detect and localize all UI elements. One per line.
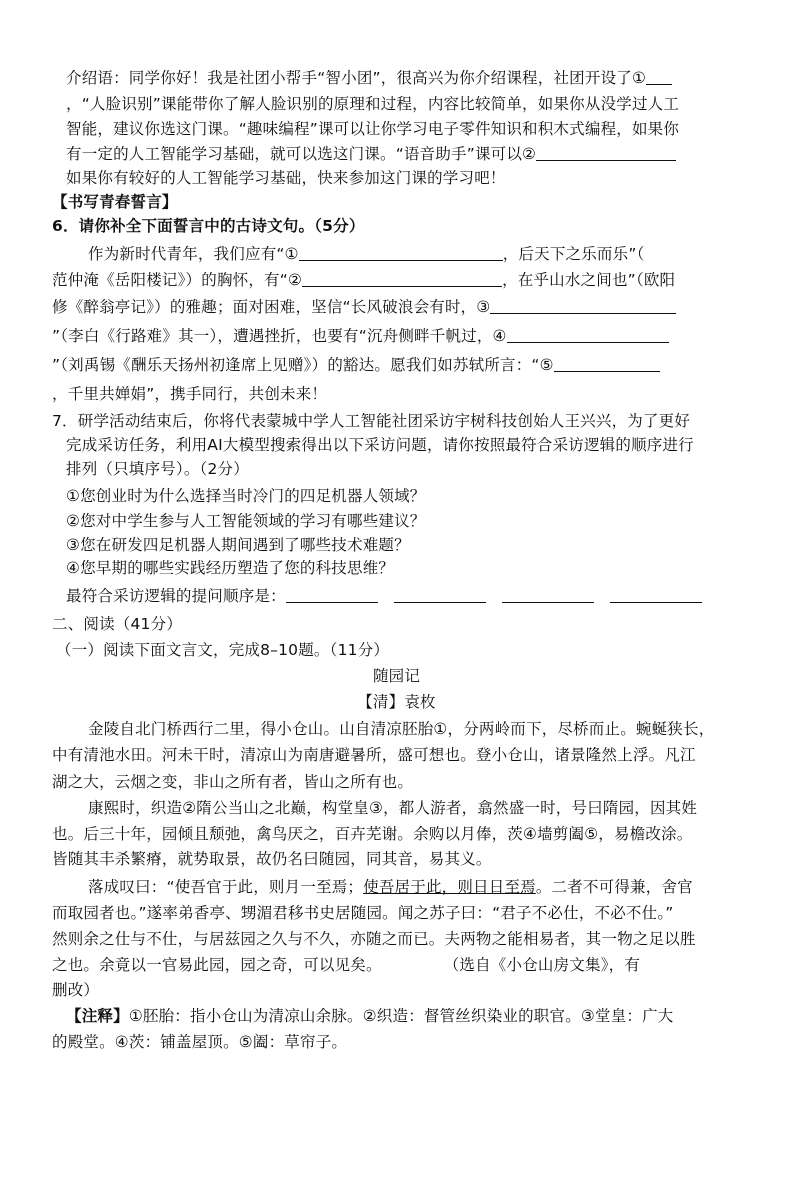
q6-blank-3[interactable] — [490, 297, 676, 314]
q6-blank-1[interactable] — [299, 244, 503, 261]
q6-line-5: ”（刘禹锡《酬乐天扬州初逢席上见赠》）的豁达。愿我们如苏轼所言：“⑤ — [52, 355, 660, 375]
q6-stem: 6．请你补全下面誓言中的古诗文句。（5分） — [52, 217, 365, 235]
underlined-sentence: 使吾居于此，则日日至焉 — [363, 878, 536, 896]
q7-option-4: ④您早期的哪些实践经历塑造了您的科技思维？ — [66, 559, 395, 577]
essay-p3-line: 然则余之仕与不仕，与居兹园之久与不久，亦随之而已。夫两物之能相易者，其一物之足以胜 — [52, 930, 696, 948]
q7-line-3: 排列（只填序号）。（2分） — [66, 460, 249, 478]
q7-line-2: 完成采访任务，利用AI大模型搜索得出以下采访问题，请你按照最符合采访逻辑的顺序进行 — [66, 436, 694, 454]
q7-answer-line: 最符合采访逻辑的提问顺序是： — [66, 586, 702, 606]
notes-line-1: 【注释】①胚胎：指小仓山为清凉山余脉。②织造：督管丝织染业的职官。③堂皇：广大 — [66, 1007, 674, 1025]
essay-p1-line: 金陵自北门桥西行二里，得小仓山。山自清凉胚胎①，分两岭而下，尽桥而止。蜿蜒狭长， — [88, 720, 715, 738]
essay-p3-line: 落成叹曰：“使吾官于此，则月一至焉；使吾居于此，则日日至焉。二者不可得兼，舍官 — [88, 878, 693, 896]
answer-blank-2[interactable] — [394, 586, 486, 603]
q6-line-3: 修《醉翁亭记》）的雅趣；面对困难，坚信“长风破浪会有时，③ — [52, 297, 676, 317]
q6-blank-4[interactable] — [507, 326, 669, 343]
essay-source-tail: 删改） — [52, 981, 100, 999]
section-oath-heading: 【书写青春誓言】 — [52, 193, 178, 211]
blank-1[interactable] — [646, 68, 672, 85]
intro-line-3: 智能，建议你选这门课。“趣味编程”课可以让你学习电子零件知识和积木式编程，如果你 — [66, 120, 680, 138]
intro-line-1: 介绍语：同学你好！我是社团小帮手“智小团”，很高兴为你介绍课程，社团开设了① — [66, 68, 672, 88]
intro-line-5: 如果你有较好的人工智能学习基础，快来参加这门课的学习吧！ — [66, 169, 506, 187]
q7-line-1: 7．研学活动结束后，你将代表蒙城中学人工智能社团采访宇树科技创始人王兴兴，为了更好 — [52, 412, 691, 430]
q6-line-2: 范仲淹《岳阳楼记》）的胸怀，有“② ，在乎山水之间也”（欧阳 — [52, 271, 676, 289]
answer-blank-4[interactable] — [610, 586, 702, 603]
essay-p2-line: 皆随其丰杀繁瘠，就势取景，故仍名曰随园，同其音，易其义。 — [52, 850, 492, 868]
essay-p1-line: 湖之大，云烟之变，非山之所有者，皆山之所有也。 — [52, 773, 414, 791]
intro-line-4: 有一定的人工智能学习基础，就可以选这门课。“语音助手”课可以② — [66, 144, 676, 164]
q6-line-1: 作为新时代青年，我们应有“① ，后天下之乐而乐”（ — [88, 245, 645, 263]
intro-line-2: ，“人脸识别”课能带你了解人脸识别的原理和过程，内容比较简单，如果你从没学过人工 — [66, 95, 680, 113]
essay-author: 【清】袁枚 — [357, 693, 436, 711]
q7-option-3: ③您在研发四足机器人期间遇到了哪些技术难题？ — [66, 536, 410, 554]
q6-blank-2[interactable] — [302, 270, 502, 287]
q6-blank-5[interactable] — [554, 355, 660, 372]
essay-p3-line: 而取园者也。”遂率弟香亭、甥湄君移书史居随园。闻之苏子曰：“君子不必仕，不必不仕。” — [52, 904, 674, 922]
q7-option-1: ①您创业时为什么选择当时冷门的四足机器人领域？ — [66, 487, 426, 505]
essay-p3-line: 之也。余竟以一官易此园，园之奇，可以见矣。 （选自《小仓山房文集》，有 — [52, 956, 641, 974]
essay-title: 随园记 — [372, 667, 421, 685]
q7-option-2: ②您对中学生参与人工智能领域的学习有哪些建议？ — [66, 512, 426, 530]
part2-heading: 二、阅读（41分） — [52, 615, 183, 633]
essay-p2-line: 也。后三十年，园倾且颓弛，禽鸟厌之，百卉芜谢。余购以月俸，茨④墙剪阖⑤，易檐改涂。 — [52, 825, 693, 843]
essay-p1-line: 中有清池水田。河未干时，清凉山为南唐避暑所，盛可想也。登小仓山，诸景隆然上浮。凡江 — [52, 746, 696, 764]
answer-blank-1[interactable] — [286, 586, 378, 603]
q6-line-6: ，千里共婵娟”，携手同行，共创未来！ — [52, 385, 328, 403]
essay-p2-line: 康熙时，织造②隋公当山之北巅，构堂皇③，都人游者，翕然盛一时，号曰隋园，因其姓 — [88, 799, 698, 817]
notes-line-2: 的殿堂。④茨：铺盖屋顶。⑤阖：草帘子。 — [52, 1033, 348, 1051]
blank-2[interactable] — [536, 144, 676, 161]
q6-line-4: ”（李白《行路难》其一），遭遇挫折，也要有“沉舟侧畔千帆过，④ — [52, 326, 669, 346]
part2-sub-heading: （一）阅读下面文言文，完成8–10题。（11分） — [56, 641, 390, 659]
answer-blank-3[interactable] — [502, 586, 594, 603]
